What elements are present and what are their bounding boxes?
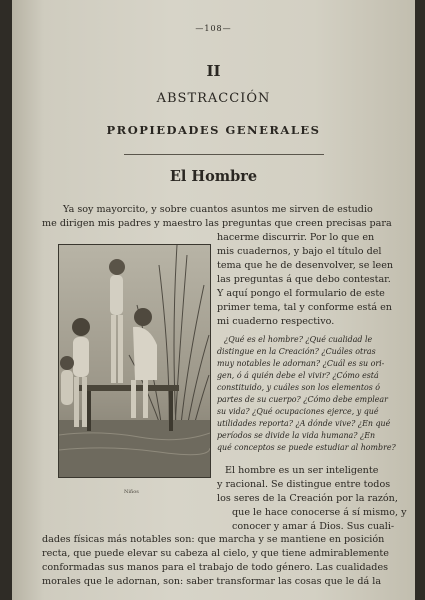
- children-photograph: [58, 244, 211, 478]
- page-number: —108—: [195, 24, 232, 33]
- chapter-title: ABSTRACCIÓN: [156, 91, 271, 106]
- answer-line: El hombre es un ser inteligente: [225, 465, 379, 476]
- question-line: constituido, y cuáles son los elementos ó: [217, 383, 381, 392]
- question-line: distingue en la Creación? ¿Cuáles otras: [217, 347, 376, 356]
- photo-caption: Niños: [124, 489, 139, 495]
- answer-line: recta, que puede elevar su cabeza al cielo, y que tiene admirablemente: [42, 548, 389, 559]
- intro-line: me dirigen mis padres y maestro las preguntas que creen precisas para: [42, 218, 392, 229]
- intro-line: tema que he de desenvolver, se leen: [217, 260, 394, 271]
- book-page: [12, 0, 415, 600]
- intro-line: hacerme discurrir. Por lo que en: [217, 232, 375, 243]
- intro-line: Ya soy mayorcito, y sobre cuantos asuntos me sirven de estudio: [63, 204, 373, 215]
- answer-line: conocer y amar á Dios. Sus cuali-: [232, 521, 395, 532]
- intro-line: primer tema, tal y conforme está en: [217, 302, 392, 313]
- intro-line: mi cuaderno respectivo.: [217, 316, 335, 327]
- question-line: utilidades reporta? ¿A dónde vive? ¿En qué: [217, 419, 391, 428]
- intro-line: las preguntas á que debo contestar.: [217, 274, 391, 285]
- question-line: períodos se divide la vida humana? ¿En: [217, 431, 376, 440]
- section-title: PROPIEDADES GENERALES: [106, 123, 321, 137]
- answer-line: morales que le adornan, son: saber transformar las cosas que le dá la: [42, 576, 382, 587]
- intro-line: mis cuadernos, y bajo el título del: [217, 246, 382, 257]
- answer-line: que le hace conocerse á sí mismo, y: [232, 507, 407, 518]
- question-line: gen, ó á quién debe el vivir? ¿Cómo está: [217, 371, 379, 380]
- photo-illustration: [59, 245, 210, 477]
- answer-line: conformadas sus manos para el trabajo de todo género. Las cualidades: [42, 562, 389, 573]
- divider: [124, 154, 324, 155]
- question-line: qué conceptos se puede estudiar al hombre?: [217, 443, 396, 452]
- lesson-title: El Hombre: [169, 168, 258, 185]
- intro-line: Y aquí pongo el formulario de este: [217, 288, 385, 299]
- answer-line: dades físicas más notables son: que marcha y se mantiene en posición: [42, 534, 385, 545]
- question-line: su vida? ¿Qué ocupaciones ejerce, y qué: [217, 407, 379, 416]
- chapter-number: II: [206, 62, 221, 80]
- question-line: muy notables le adornan? ¿Cuál es su ori-: [217, 359, 385, 368]
- answer-line: y racional. Se distingue entre todos: [217, 479, 391, 490]
- question-line: partes de su cuerpo? ¿Cómo debe emplear: [217, 395, 388, 404]
- question-line: ¿Qué es el hombre? ¿Qué cualidad le: [224, 335, 373, 344]
- answer-line: los seres de la Creación por la razón,: [217, 493, 398, 504]
